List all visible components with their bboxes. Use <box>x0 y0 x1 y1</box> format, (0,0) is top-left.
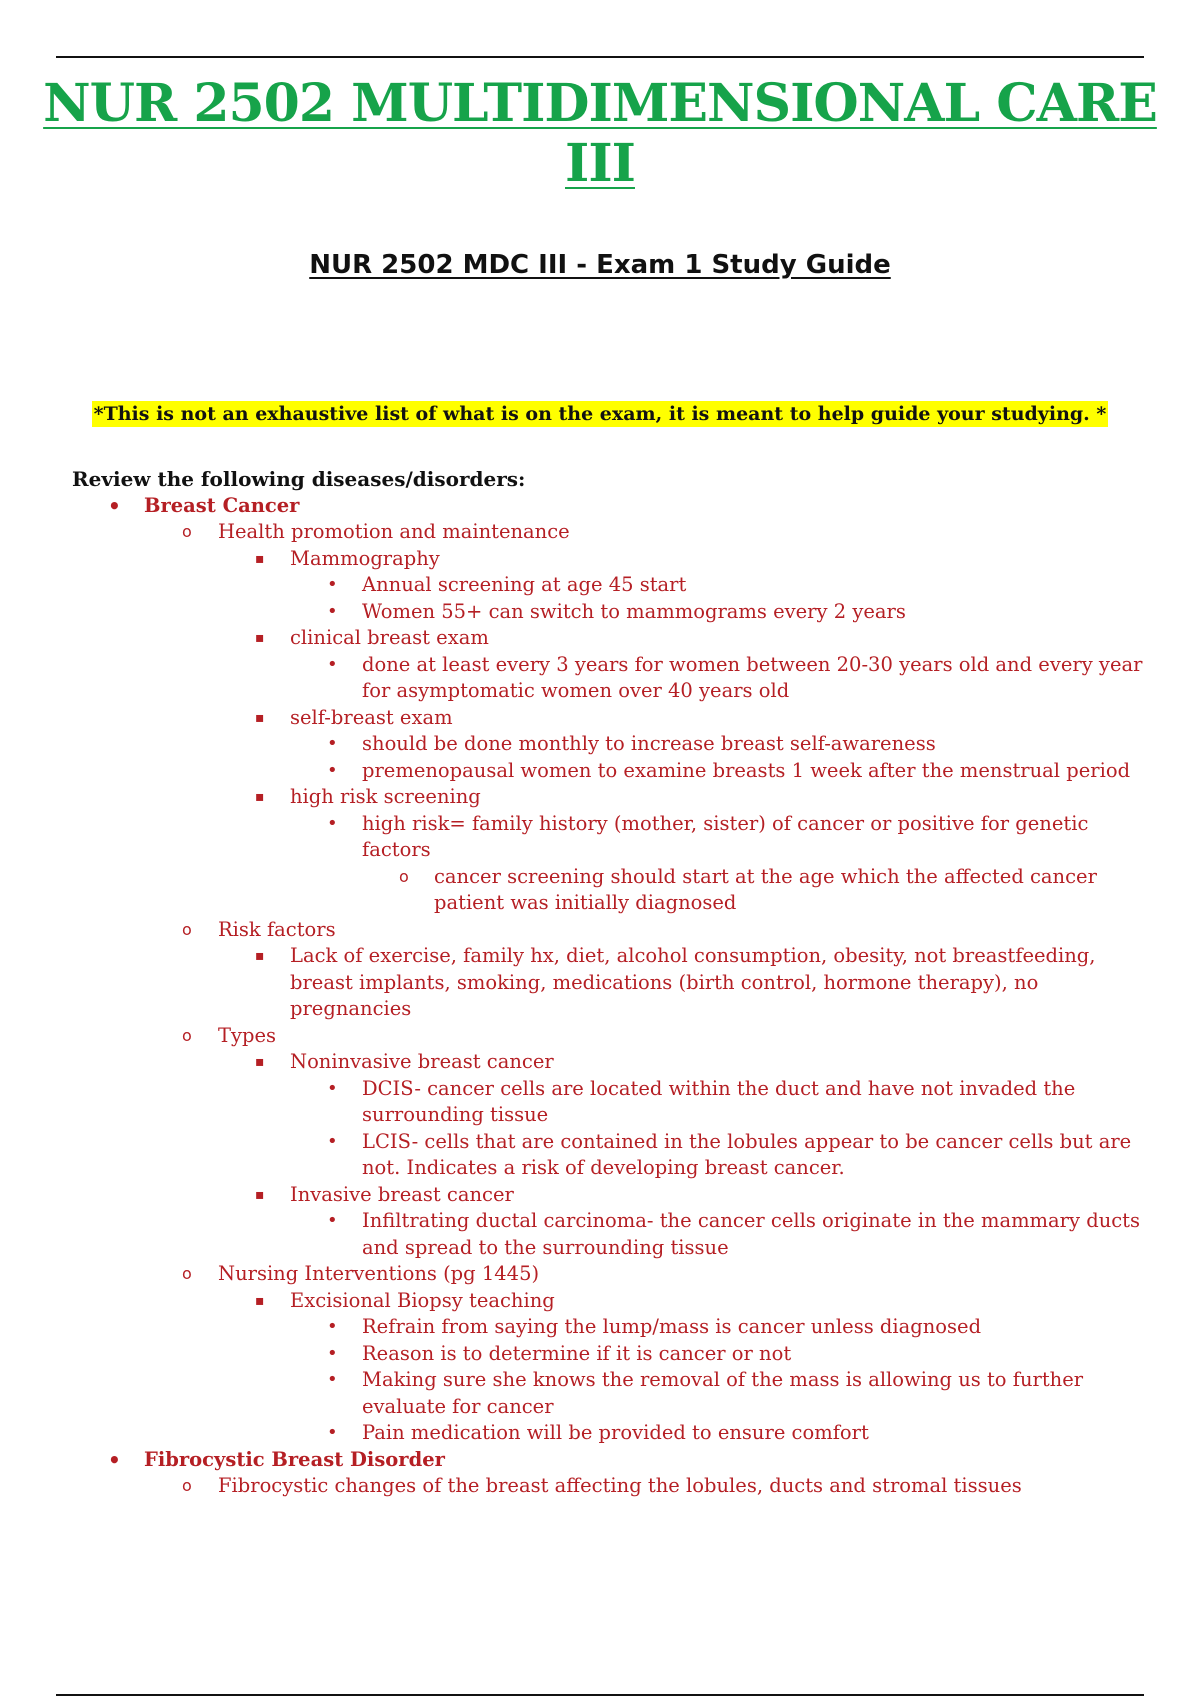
list-item <box>72 1076 1162 1129</box>
review-heading: Review the following diseases/disorders: <box>72 467 526 491</box>
list-item-types <box>72 1023 1162 1050</box>
bullet-marker: • <box>327 733 338 754</box>
study-notice <box>0 403 1200 425</box>
topic-label: Invasive breast cancer <box>290 1182 514 1206</box>
circle-marker: o <box>182 919 192 939</box>
list-item-clinical-exam <box>72 625 1162 652</box>
page-title-text: NUR 2502 MDC III - Exam 1 Study Guide <box>309 250 891 280</box>
list-item-risk-factors <box>72 917 1162 944</box>
subsection-label: Nursing Interventions (pg 1445) <box>218 1262 540 1285</box>
square-marker: ▪ <box>255 948 265 964</box>
list-item-health-promotion <box>72 519 1162 546</box>
bullet-marker: • <box>327 1077 338 1099</box>
bullet-marker: • <box>327 1316 338 1337</box>
list-item-text: done at least every 3 years for women between 20-30 years old and every year for asymptomatic women over 40 years old <box>362 652 1143 702</box>
list-item <box>72 943 1162 1023</box>
subsection-label: Types <box>218 1023 277 1047</box>
list-item-mammography <box>72 546 1162 573</box>
bullet-marker: • <box>327 600 338 622</box>
section-title: Breast Cancer <box>144 493 300 517</box>
list-item-biopsy-teaching <box>72 1288 1162 1315</box>
bullet-marker: • <box>327 812 338 834</box>
bullet-marker: • <box>327 574 338 595</box>
top-rule <box>56 56 1144 58</box>
study-notice-text: *This is not an exhaustive list of what is on the exam, it is meant to help guide your studying. * <box>93 403 1107 425</box>
list-item-nursing-interventions <box>72 1261 1162 1288</box>
list-item <box>72 1420 1162 1447</box>
bullet-marker: • <box>327 1369 338 1390</box>
topic-label: Noninvasive breast cancer <box>290 1050 554 1073</box>
list-item <box>72 864 1162 917</box>
circle-marker: o <box>182 1264 192 1283</box>
bullet-marker: • <box>327 1130 338 1152</box>
list-item-text: Reason is to determine if it is cancer or not <box>362 1341 792 1365</box>
circle-marker: o <box>182 522 192 541</box>
list-item-text: Women 55+ can switch to mammograms every 2 years <box>362 599 906 623</box>
list-item-text: should be done monthly to increase breast self-awareness <box>362 732 936 755</box>
list-item <box>72 572 1162 599</box>
list-item-invasive <box>72 1182 1162 1209</box>
bullet-marker: • <box>327 1422 338 1443</box>
list-item <box>72 1129 1162 1182</box>
list-item-text: cancer screening should start at the age which the affected cancer patient was initially diagnosed <box>434 864 1097 914</box>
list-item <box>72 758 1162 785</box>
bullet-marker: • <box>108 493 121 518</box>
square-marker: ▪ <box>255 630 265 646</box>
section-title: Fibrocystic Breast Disorder <box>144 1447 445 1471</box>
list-item-high-risk <box>72 784 1162 811</box>
square-marker: ▪ <box>255 709 265 726</box>
circle-marker: o <box>399 866 409 886</box>
bullet-marker: • <box>327 1342 338 1364</box>
topic-label: self-breast exam <box>290 705 453 729</box>
list-item-text: high risk= family history (mother, sister) of cancer or positive for genetic factors <box>362 811 1089 861</box>
list-item-text: LCIS- cells that are contained in the lobules appear to be cancer cells but are not. Indicates a risk of developing breast cancer. <box>362 1129 1132 1179</box>
list-item-fibrocystic <box>72 1447 1162 1474</box>
list-item-text: Pain medication will be provided to ensure comfort <box>362 1421 869 1444</box>
list-item-text: Infiltrating ductal carcinoma- the cancer cells originate in the mammary ducts and spread to the surrounding tissue <box>362 1209 1141 1259</box>
list-item-text: Lack of exercise, family hx, diet, alcohol consumption, obesity, not breastfeeding, breast implants, smoking, medications (birth control, hormone therapy), no pregnancies <box>290 944 1096 1020</box>
list-item-noninvasive <box>72 1049 1162 1076</box>
square-marker: ▪ <box>255 1186 265 1203</box>
square-marker: ▪ <box>255 1292 265 1309</box>
bullet-marker: • <box>108 1447 121 1472</box>
list-item <box>72 1473 1162 1500</box>
list-item-self-exam <box>72 705 1162 732</box>
subsection-label: Risk factors <box>218 917 336 941</box>
list-item <box>72 599 1162 626</box>
square-marker: ▪ <box>255 789 265 805</box>
list-item <box>72 1208 1162 1261</box>
list-item-text: DCIS- cancer cells are located within the duct and have not invaded the surrounding tissue <box>362 1076 1076 1126</box>
list-item <box>72 1341 1162 1368</box>
square-marker: ▪ <box>255 1054 265 1070</box>
subsection-label: Health promotion and maintenance <box>218 520 570 543</box>
list-item-text: Fibrocystic changes of the breast affecting the lobules, ducts and stromal tissues <box>218 1474 1022 1497</box>
circle-marker: o <box>182 1476 192 1495</box>
bullet-marker: • <box>327 653 338 675</box>
topic-label: clinical breast exam <box>290 626 489 649</box>
bullet-marker: • <box>327 759 338 781</box>
course-banner <box>0 74 1200 194</box>
list-item-text: Refrain from saying the lump/mass is cancer unless diagnosed <box>362 1315 982 1338</box>
study-guide-content <box>72 466 1162 1500</box>
list-item <box>72 811 1162 864</box>
topic-label: Excisional Biopsy teaching <box>290 1288 555 1312</box>
list-item <box>72 652 1162 705</box>
list-item-text: Making sure she knows the removal of the mass is allowing us to further evaluate for cancer <box>362 1368 1084 1418</box>
list-item <box>72 1367 1162 1420</box>
square-marker: ▪ <box>255 550 265 567</box>
circle-marker: o <box>182 1025 192 1045</box>
course-banner-title: NUR 2502 MULTIDIMENSIONAL CARE III <box>43 73 1157 194</box>
topic-label: high risk screening <box>290 785 481 808</box>
topic-label: Mammography <box>290 546 440 570</box>
list-item-text: premenopausal women to examine breasts 1 week after the menstrual period <box>362 758 1131 782</box>
list-item <box>72 731 1162 758</box>
page-title <box>0 250 1200 280</box>
bottom-rule <box>56 1694 1144 1696</box>
list-item-breast-cancer <box>72 493 1162 520</box>
list-item <box>72 1314 1162 1341</box>
bullet-marker: • <box>327 1210 338 1231</box>
list-item-text: Annual screening at age 45 start <box>362 573 687 596</box>
